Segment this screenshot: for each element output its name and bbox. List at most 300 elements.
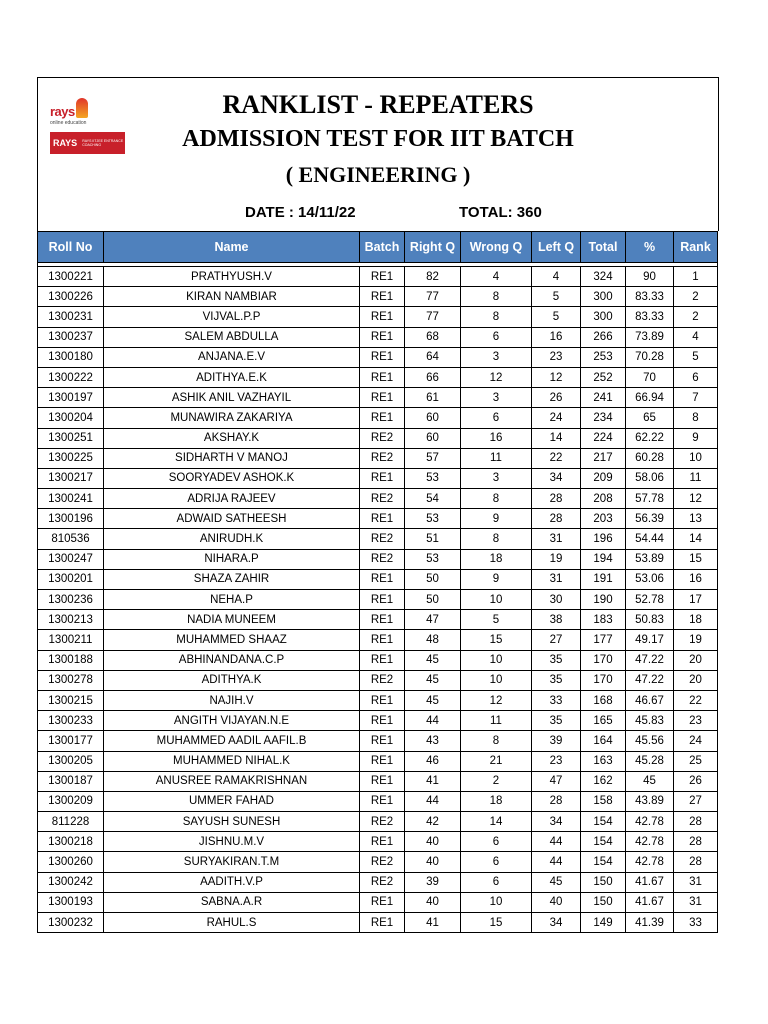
cell-batch: RE1 bbox=[360, 468, 405, 488]
cell-rank: 14 bbox=[674, 529, 718, 549]
cell-wrong-q: 18 bbox=[461, 549, 532, 569]
cell-wrong-q: 12 bbox=[461, 367, 532, 387]
cell-rank: 2 bbox=[674, 307, 718, 327]
cell-percent: 41.67 bbox=[626, 872, 674, 892]
cell-right-q: 41 bbox=[405, 771, 461, 791]
cell-batch: RE1 bbox=[360, 367, 405, 387]
cell-left-q: 38 bbox=[532, 610, 581, 630]
cell-left-q: 28 bbox=[532, 489, 581, 509]
cell-percent: 73.89 bbox=[626, 327, 674, 347]
cell-wrong-q: 10 bbox=[461, 650, 532, 670]
cell-name: ABHINANDANA.C.P bbox=[104, 650, 360, 670]
cell-left-q: 5 bbox=[532, 287, 581, 307]
table-row bbox=[38, 650, 718, 670]
page-title: RANKLIST - REPEATERS bbox=[222, 90, 534, 119]
cell-name: SHAZA ZAHIR bbox=[104, 569, 360, 589]
cell-batch: RE1 bbox=[360, 590, 405, 610]
cell-percent: 83.33 bbox=[626, 307, 674, 327]
cell-name: MUHAMMED AADIL AAFIL.B bbox=[104, 731, 360, 751]
cell-roll-no: 1300197 bbox=[38, 388, 104, 408]
cell-total: 183 bbox=[581, 610, 626, 630]
cell-wrong-q: 9 bbox=[461, 509, 532, 529]
cell-right-q: 44 bbox=[405, 791, 461, 811]
table-row bbox=[38, 307, 718, 327]
cell-left-q: 19 bbox=[532, 549, 581, 569]
ranklist-sheet bbox=[37, 77, 719, 934]
cell-right-q: 42 bbox=[405, 812, 461, 832]
cell-total: 300 bbox=[581, 287, 626, 307]
cell-wrong-q: 11 bbox=[461, 711, 532, 731]
cell-percent: 43.89 bbox=[626, 791, 674, 811]
cell-percent: 58.06 bbox=[626, 468, 674, 488]
cell-roll-no: 1300242 bbox=[38, 872, 104, 892]
cell-left-q: 34 bbox=[532, 468, 581, 488]
cell-left-q: 16 bbox=[532, 327, 581, 347]
cell-batch: RE1 bbox=[360, 751, 405, 771]
cell-rank: 20 bbox=[674, 650, 718, 670]
cell-rank: 31 bbox=[674, 892, 718, 912]
table-row bbox=[38, 711, 718, 731]
cell-total: 224 bbox=[581, 428, 626, 448]
ranklist-table bbox=[37, 231, 718, 933]
cell-right-q: 54 bbox=[405, 489, 461, 509]
table-row bbox=[38, 489, 718, 509]
cell-left-q: 5 bbox=[532, 307, 581, 327]
cell-left-q: 28 bbox=[532, 509, 581, 529]
cell-percent: 56.39 bbox=[626, 509, 674, 529]
table-row bbox=[38, 509, 718, 529]
cell-rank: 13 bbox=[674, 509, 718, 529]
cell-wrong-q: 6 bbox=[461, 872, 532, 892]
cell-roll-no: 1300193 bbox=[38, 892, 104, 912]
cell-wrong-q: 21 bbox=[461, 751, 532, 771]
cell-total: 234 bbox=[581, 408, 626, 428]
cell-name: SIDHARTH V MANOJ bbox=[104, 448, 360, 468]
cell-total: 154 bbox=[581, 812, 626, 832]
cell-batch: RE1 bbox=[360, 327, 405, 347]
cell-left-q: 45 bbox=[532, 872, 581, 892]
cell-wrong-q: 3 bbox=[461, 388, 532, 408]
cell-right-q: 43 bbox=[405, 731, 461, 751]
cell-name: ASHIK ANIL VAZHAYIL bbox=[104, 388, 360, 408]
cell-right-q: 50 bbox=[405, 590, 461, 610]
stream-label: ( ENGINEERING ) bbox=[285, 162, 471, 187]
column-header-percent: % bbox=[626, 232, 674, 263]
cell-batch: RE2 bbox=[360, 852, 405, 872]
cell-rank: 9 bbox=[674, 428, 718, 448]
table-row bbox=[38, 670, 718, 690]
cell-total: 154 bbox=[581, 832, 626, 852]
cell-name: MUHAMMED NIHAL.K bbox=[104, 751, 360, 771]
cell-name: MUHAMMED SHAAZ bbox=[104, 630, 360, 650]
cell-total: 177 bbox=[581, 630, 626, 650]
cell-batch: RE1 bbox=[360, 791, 405, 811]
cell-name: ADITHYA.K bbox=[104, 670, 360, 690]
cell-roll-no: 1300218 bbox=[38, 832, 104, 852]
cell-wrong-q: 3 bbox=[461, 347, 532, 367]
cell-batch: RE1 bbox=[360, 307, 405, 327]
cell-rank: 27 bbox=[674, 791, 718, 811]
cell-rank: 23 bbox=[674, 711, 718, 731]
cell-roll-no: 1300222 bbox=[38, 367, 104, 387]
cell-left-q: 24 bbox=[532, 408, 581, 428]
cell-batch: RE1 bbox=[360, 569, 405, 589]
cell-name: MUNAWIRA ZAKARIYA bbox=[104, 408, 360, 428]
cell-percent: 42.78 bbox=[626, 852, 674, 872]
cell-rank: 1 bbox=[674, 267, 718, 287]
cell-roll-no: 1300213 bbox=[38, 610, 104, 630]
cell-wrong-q: 16 bbox=[461, 428, 532, 448]
table-row bbox=[38, 690, 718, 710]
cell-roll-no: 1300237 bbox=[38, 327, 104, 347]
cell-batch: RE1 bbox=[360, 832, 405, 852]
cell-total: 164 bbox=[581, 731, 626, 751]
table-row bbox=[38, 408, 718, 428]
cell-total: 209 bbox=[581, 468, 626, 488]
cell-batch: RE1 bbox=[360, 610, 405, 630]
cell-total: 165 bbox=[581, 711, 626, 731]
cell-name: ANUSREE RAMAKRISHNAN bbox=[104, 771, 360, 791]
cell-right-q: 39 bbox=[405, 872, 461, 892]
cell-total: 266 bbox=[581, 327, 626, 347]
cell-name: ADITHYA.E.K bbox=[104, 367, 360, 387]
ranklist-header bbox=[37, 77, 719, 231]
cell-percent: 53.89 bbox=[626, 549, 674, 569]
cell-right-q: 40 bbox=[405, 852, 461, 872]
cell-rank: 11 bbox=[674, 468, 718, 488]
table-row bbox=[38, 791, 718, 811]
cell-left-q: 33 bbox=[532, 690, 581, 710]
cell-total: 149 bbox=[581, 913, 626, 933]
table-row bbox=[38, 731, 718, 751]
cell-right-q: 82 bbox=[405, 267, 461, 287]
cell-right-q: 40 bbox=[405, 892, 461, 912]
cell-left-q: 39 bbox=[532, 731, 581, 751]
page-subtitle: ADMISSION TEST FOR IIT BATCH bbox=[182, 126, 574, 152]
cell-rank: 28 bbox=[674, 832, 718, 852]
table-row bbox=[38, 448, 718, 468]
cell-batch: RE2 bbox=[360, 448, 405, 468]
cell-roll-no: 1300278 bbox=[38, 670, 104, 690]
cell-roll-no: 1300225 bbox=[38, 448, 104, 468]
cell-percent: 50.83 bbox=[626, 610, 674, 630]
cell-left-q: 27 bbox=[532, 630, 581, 650]
cell-left-q: 35 bbox=[532, 711, 581, 731]
cell-roll-no: 811228 bbox=[38, 812, 104, 832]
table-row bbox=[38, 267, 718, 287]
cell-wrong-q: 15 bbox=[461, 913, 532, 933]
cell-percent: 47.22 bbox=[626, 650, 674, 670]
rays-logo-text: rays bbox=[50, 104, 75, 119]
cell-batch: RE2 bbox=[360, 428, 405, 448]
table-row bbox=[38, 832, 718, 852]
cell-left-q: 44 bbox=[532, 832, 581, 852]
cell-total: 168 bbox=[581, 690, 626, 710]
cell-right-q: 51 bbox=[405, 529, 461, 549]
cell-name: SOORYADEV ASHOK.K bbox=[104, 468, 360, 488]
cell-name: AKSHAY.K bbox=[104, 428, 360, 448]
cell-right-q: 77 bbox=[405, 287, 461, 307]
cell-wrong-q: 8 bbox=[461, 287, 532, 307]
cell-right-q: 44 bbox=[405, 711, 461, 731]
cell-roll-no: 1300232 bbox=[38, 913, 104, 933]
cell-rank: 28 bbox=[674, 852, 718, 872]
table-row bbox=[38, 630, 718, 650]
cell-total: 196 bbox=[581, 529, 626, 549]
cell-batch: RE1 bbox=[360, 509, 405, 529]
cell-wrong-q: 18 bbox=[461, 791, 532, 811]
cell-batch: RE1 bbox=[360, 892, 405, 912]
cell-left-q: 34 bbox=[532, 812, 581, 832]
cell-right-q: 48 bbox=[405, 630, 461, 650]
cell-right-q: 53 bbox=[405, 468, 461, 488]
cell-rank: 26 bbox=[674, 771, 718, 791]
cell-right-q: 53 bbox=[405, 549, 461, 569]
cell-left-q: 31 bbox=[532, 529, 581, 549]
cell-name: ADWAID SATHEESH bbox=[104, 509, 360, 529]
cell-wrong-q: 3 bbox=[461, 468, 532, 488]
cell-name: KIRAN NAMBIAR bbox=[104, 287, 360, 307]
table-row bbox=[38, 913, 718, 933]
cell-total: 252 bbox=[581, 367, 626, 387]
cell-left-q: 4 bbox=[532, 267, 581, 287]
cell-total: 217 bbox=[581, 448, 626, 468]
cell-right-q: 68 bbox=[405, 327, 461, 347]
cell-name: RAHUL.S bbox=[104, 913, 360, 933]
cell-rank: 31 bbox=[674, 872, 718, 892]
table-row bbox=[38, 852, 718, 872]
cell-total: 158 bbox=[581, 791, 626, 811]
cell-rank: 4 bbox=[674, 327, 718, 347]
cell-rank: 25 bbox=[674, 751, 718, 771]
cell-percent: 70 bbox=[626, 367, 674, 387]
table-row bbox=[38, 428, 718, 448]
cell-left-q: 35 bbox=[532, 650, 581, 670]
cell-roll-no: 810536 bbox=[38, 529, 104, 549]
cell-wrong-q: 6 bbox=[461, 852, 532, 872]
cell-percent: 52.78 bbox=[626, 590, 674, 610]
rays-coaching-logo-small: RAYS IITJEE ENTRANCE COACHING bbox=[82, 139, 124, 147]
cell-wrong-q: 12 bbox=[461, 690, 532, 710]
cell-batch: RE1 bbox=[360, 650, 405, 670]
cell-rank: 24 bbox=[674, 731, 718, 751]
cell-roll-no: 1300231 bbox=[38, 307, 104, 327]
cell-right-q: 46 bbox=[405, 751, 461, 771]
exam-date: DATE : 14/11/22 bbox=[245, 204, 356, 221]
cell-wrong-q: 9 bbox=[461, 569, 532, 589]
table-row bbox=[38, 367, 718, 387]
table-row bbox=[38, 287, 718, 307]
cell-wrong-q: 5 bbox=[461, 610, 532, 630]
cell-percent: 70.28 bbox=[626, 347, 674, 367]
cell-right-q: 53 bbox=[405, 509, 461, 529]
cell-name: SURYAKIRAN.T.M bbox=[104, 852, 360, 872]
cell-name: NEHA.P bbox=[104, 590, 360, 610]
cell-rank: 28 bbox=[674, 812, 718, 832]
rays-logo-subtext: online education bbox=[50, 120, 87, 126]
cell-wrong-q: 4 bbox=[461, 267, 532, 287]
column-header-roll-no: Roll No bbox=[38, 232, 104, 263]
cell-roll-no: 1300209 bbox=[38, 791, 104, 811]
cell-right-q: 41 bbox=[405, 913, 461, 933]
cell-batch: RE1 bbox=[360, 630, 405, 650]
cell-left-q: 14 bbox=[532, 428, 581, 448]
cell-batch: RE2 bbox=[360, 549, 405, 569]
cell-roll-no: 1300204 bbox=[38, 408, 104, 428]
cell-name: UMMER FAHAD bbox=[104, 791, 360, 811]
cell-percent: 42.78 bbox=[626, 832, 674, 852]
cell-percent: 66.94 bbox=[626, 388, 674, 408]
cell-right-q: 45 bbox=[405, 690, 461, 710]
cell-right-q: 50 bbox=[405, 569, 461, 589]
cell-wrong-q: 8 bbox=[461, 731, 532, 751]
cell-name: AADITH.V.P bbox=[104, 872, 360, 892]
cell-total: 150 bbox=[581, 892, 626, 912]
cell-rank: 7 bbox=[674, 388, 718, 408]
cell-total: 163 bbox=[581, 751, 626, 771]
cell-total: 150 bbox=[581, 872, 626, 892]
cell-wrong-q: 6 bbox=[461, 408, 532, 428]
cell-wrong-q: 6 bbox=[461, 832, 532, 852]
cell-right-q: 61 bbox=[405, 388, 461, 408]
cell-roll-no: 1300247 bbox=[38, 549, 104, 569]
cell-total: 170 bbox=[581, 670, 626, 690]
cell-name: PRATHYUSH.V bbox=[104, 267, 360, 287]
cell-roll-no: 1300251 bbox=[38, 428, 104, 448]
table-body bbox=[38, 263, 718, 933]
cell-percent: 90 bbox=[626, 267, 674, 287]
cell-left-q: 31 bbox=[532, 569, 581, 589]
cell-roll-no: 1300215 bbox=[38, 690, 104, 710]
table-row bbox=[38, 751, 718, 771]
cell-percent: 53.06 bbox=[626, 569, 674, 589]
cell-wrong-q: 10 bbox=[461, 670, 532, 690]
cell-percent: 41.67 bbox=[626, 892, 674, 912]
cell-roll-no: 1300241 bbox=[38, 489, 104, 509]
cell-wrong-q: 10 bbox=[461, 590, 532, 610]
total-marks: TOTAL: 360 bbox=[459, 204, 542, 221]
cell-percent: 49.17 bbox=[626, 630, 674, 650]
cell-rank: 33 bbox=[674, 913, 718, 933]
cell-name: ADRIJA RAJEEV bbox=[104, 489, 360, 509]
cell-total: 253 bbox=[581, 347, 626, 367]
cell-batch: RE2 bbox=[360, 670, 405, 690]
cell-rank: 18 bbox=[674, 610, 718, 630]
cell-name: VIJVAL.P.P bbox=[104, 307, 360, 327]
table-row bbox=[38, 327, 718, 347]
cell-name: SAYUSH SUNESH bbox=[104, 812, 360, 832]
cell-roll-no: 1300233 bbox=[38, 711, 104, 731]
cell-left-q: 23 bbox=[532, 347, 581, 367]
cell-rank: 16 bbox=[674, 569, 718, 589]
cell-right-q: 45 bbox=[405, 650, 461, 670]
cell-total: 324 bbox=[581, 267, 626, 287]
cell-total: 241 bbox=[581, 388, 626, 408]
cell-left-q: 30 bbox=[532, 590, 581, 610]
cell-right-q: 45 bbox=[405, 670, 461, 690]
cell-right-q: 40 bbox=[405, 832, 461, 852]
cell-wrong-q: 8 bbox=[461, 529, 532, 549]
cell-batch: RE1 bbox=[360, 913, 405, 933]
cell-roll-no: 1300196 bbox=[38, 509, 104, 529]
cell-rank: 22 bbox=[674, 690, 718, 710]
table-row bbox=[38, 388, 718, 408]
cell-left-q: 47 bbox=[532, 771, 581, 791]
cell-percent: 41.39 bbox=[626, 913, 674, 933]
cell-roll-no: 1300236 bbox=[38, 590, 104, 610]
cell-name: NAJIH.V bbox=[104, 690, 360, 710]
cell-percent: 65 bbox=[626, 408, 674, 428]
cell-batch: RE1 bbox=[360, 731, 405, 751]
cell-roll-no: 1300211 bbox=[38, 630, 104, 650]
cell-batch: RE2 bbox=[360, 489, 405, 509]
table-row bbox=[38, 872, 718, 892]
cell-roll-no: 1300221 bbox=[38, 267, 104, 287]
cell-roll-no: 1300177 bbox=[38, 731, 104, 751]
cell-roll-no: 1300217 bbox=[38, 468, 104, 488]
cell-rank: 12 bbox=[674, 489, 718, 509]
table-row bbox=[38, 468, 718, 488]
cell-left-q: 23 bbox=[532, 751, 581, 771]
cell-left-q: 22 bbox=[532, 448, 581, 468]
rays-coaching-logo-text: RAYS bbox=[53, 138, 78, 148]
cell-total: 170 bbox=[581, 650, 626, 670]
cell-batch: RE1 bbox=[360, 771, 405, 791]
cell-roll-no: 1300260 bbox=[38, 852, 104, 872]
table-row bbox=[38, 549, 718, 569]
cell-name: NIHARA.P bbox=[104, 549, 360, 569]
cell-total: 194 bbox=[581, 549, 626, 569]
cell-batch: RE1 bbox=[360, 347, 405, 367]
cell-name: ANGITH VIJAYAN.N.E bbox=[104, 711, 360, 731]
cell-name: SALEM ABDULLA bbox=[104, 327, 360, 347]
cell-total: 154 bbox=[581, 852, 626, 872]
cell-rank: 8 bbox=[674, 408, 718, 428]
cell-batch: RE2 bbox=[360, 529, 405, 549]
column-header-name: Name bbox=[104, 232, 360, 263]
cell-percent: 47.22 bbox=[626, 670, 674, 690]
cell-batch: RE1 bbox=[360, 287, 405, 307]
cell-rank: 19 bbox=[674, 630, 718, 650]
cell-total: 190 bbox=[581, 590, 626, 610]
column-header-left-q: Left Q bbox=[532, 232, 581, 263]
cell-wrong-q: 15 bbox=[461, 630, 532, 650]
table-row bbox=[38, 892, 718, 912]
cell-right-q: 66 bbox=[405, 367, 461, 387]
cell-roll-no: 1300201 bbox=[38, 569, 104, 589]
column-header-total: Total bbox=[581, 232, 626, 263]
cell-percent: 45.56 bbox=[626, 731, 674, 751]
cell-rank: 2 bbox=[674, 287, 718, 307]
cell-name: NADIA MUNEEM bbox=[104, 610, 360, 630]
cell-left-q: 40 bbox=[532, 892, 581, 912]
cell-right-q: 60 bbox=[405, 428, 461, 448]
cell-percent: 57.78 bbox=[626, 489, 674, 509]
column-header-batch: Batch bbox=[360, 232, 405, 263]
cell-rank: 15 bbox=[674, 549, 718, 569]
cell-rank: 20 bbox=[674, 670, 718, 690]
cell-total: 191 bbox=[581, 569, 626, 589]
cell-left-q: 28 bbox=[532, 791, 581, 811]
column-header-rank: Rank bbox=[674, 232, 718, 263]
table-row bbox=[38, 590, 718, 610]
cell-percent: 45.28 bbox=[626, 751, 674, 771]
cell-total: 203 bbox=[581, 509, 626, 529]
cell-name: ANIRUDH.K bbox=[104, 529, 360, 549]
cell-percent: 62.22 bbox=[626, 428, 674, 448]
cell-right-q: 64 bbox=[405, 347, 461, 367]
cell-left-q: 44 bbox=[532, 852, 581, 872]
